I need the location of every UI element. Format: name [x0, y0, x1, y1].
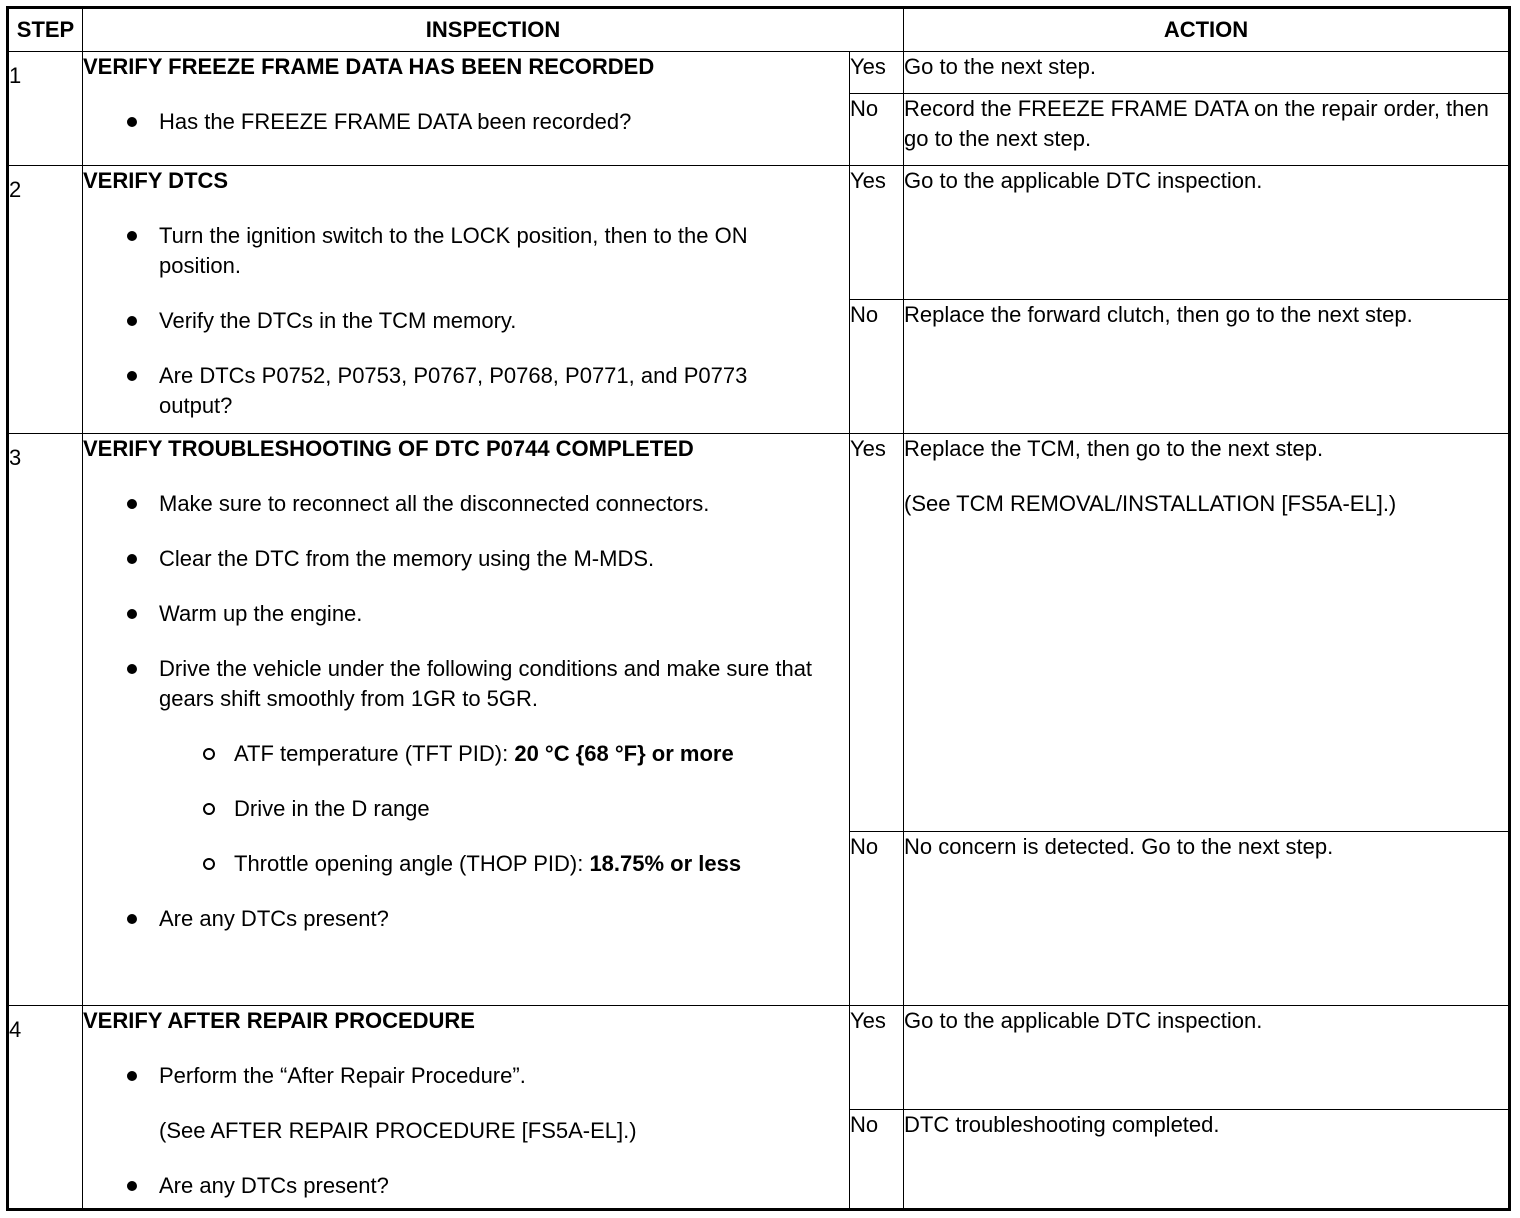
bullet-item: Perform the “After Repair Procedure”. — [159, 1061, 849, 1091]
step-inspection — [83, 1006, 850, 1210]
condition-text: Drive in the D range — [234, 796, 430, 821]
note-text: (See AFTER REPAIR PROCEDURE [FS5A-EL].) — [159, 1118, 637, 1143]
bullet-item: Make sure to reconnect all the disconnected connectors. — [159, 489, 849, 519]
bullet-item: Verify the DTCs in the TCM memory. — [159, 306, 849, 336]
header-inspection: INSPECTION — [83, 8, 904, 52]
step-inspection — [83, 434, 850, 1006]
step-number: 3 — [8, 434, 83, 1006]
yes-action-cell — [904, 434, 1510, 832]
condition-value: 18.75% or less — [589, 851, 742, 876]
yes-label: Yes — [850, 434, 904, 832]
no-label: No — [850, 1110, 904, 1210]
condition-text: Throttle opening angle (THOP PID): — [234, 851, 590, 876]
bullet-item: Has the FREEZE FRAME DATA been recorded? — [159, 107, 849, 137]
bullet-item: Clear the DTC from the memory using the M-MDS. — [159, 544, 849, 574]
yes-label: Yes — [850, 52, 904, 94]
condition-item — [234, 739, 819, 769]
step-inspection — [83, 52, 850, 166]
bullet-item: Are DTCs P0752, P0753, P0767, P0768, P0771, and P0773 output? — [159, 361, 849, 421]
bullet-item: Turn the ignition switch to the LOCK position, then to the ON position. — [159, 221, 849, 281]
no-action: No concern is detected. Go to the next step. — [904, 832, 1510, 1006]
bullet-text: Drive the vehicle under the following conditions and make sure that gears shift smoothly from 1GR to 5GR. — [159, 656, 813, 711]
condition-item — [234, 849, 819, 879]
yes-note: (See TCM REMOVAL/INSTALLATION [FS5A-EL].) — [904, 491, 1397, 516]
bullet-item: Are any DTCs present? — [159, 1171, 849, 1201]
no-label: No — [850, 300, 904, 434]
condition-item — [234, 794, 819, 824]
header-step: STEP — [8, 8, 83, 52]
step-number: 2 — [8, 166, 83, 434]
no-action: Replace the forward clutch, then go to the next step. — [904, 300, 1510, 434]
step-title: VERIFY DTCS — [83, 168, 229, 193]
yes-action: Go to the applicable DTC inspection. — [904, 166, 1510, 300]
step-2-yes-row — [8, 166, 1510, 300]
yes-label: Yes — [850, 1006, 904, 1110]
yes-label: Yes — [850, 166, 904, 300]
header-action: ACTION — [904, 8, 1510, 52]
no-action: DTC troubleshooting completed. — [904, 1110, 1510, 1210]
yes-action: Go to the next step. — [904, 52, 1510, 94]
step-number: 1 — [8, 52, 83, 166]
step-1-yes-row — [8, 52, 1510, 94]
bullet-item: Warm up the engine. — [159, 599, 849, 629]
bullet-item — [159, 654, 849, 879]
step-number: 4 — [8, 1006, 83, 1210]
yes-action: Replace the TCM, then go to the next step. — [904, 436, 1324, 461]
no-action: Record the FREEZE FRAME DATA on the repair order, then go to the next step. — [904, 94, 1510, 166]
no-label: No — [850, 832, 904, 1006]
step-4-yes-row — [8, 1006, 1510, 1110]
step-title: VERIFY TROUBLESHOOTING OF DTC P0744 COMPLETED — [83, 436, 694, 461]
condition-text: ATF temperature (TFT PID): — [234, 741, 515, 766]
step-inspection — [83, 166, 850, 434]
step-3-yes-row — [8, 434, 1510, 832]
bullet-item: Are any DTCs present? — [159, 904, 849, 934]
condition-value: 20 °C {68 °F} or more — [514, 741, 734, 766]
no-label: No — [850, 94, 904, 166]
yes-action: Go to the applicable DTC inspection. — [904, 1006, 1510, 1110]
procedure-table — [6, 6, 1511, 1211]
step-title: VERIFY AFTER REPAIR PROCEDURE — [83, 1008, 475, 1033]
step-title: VERIFY FREEZE FRAME DATA HAS BEEN RECORDED — [83, 54, 655, 79]
header-row — [8, 8, 1510, 52]
